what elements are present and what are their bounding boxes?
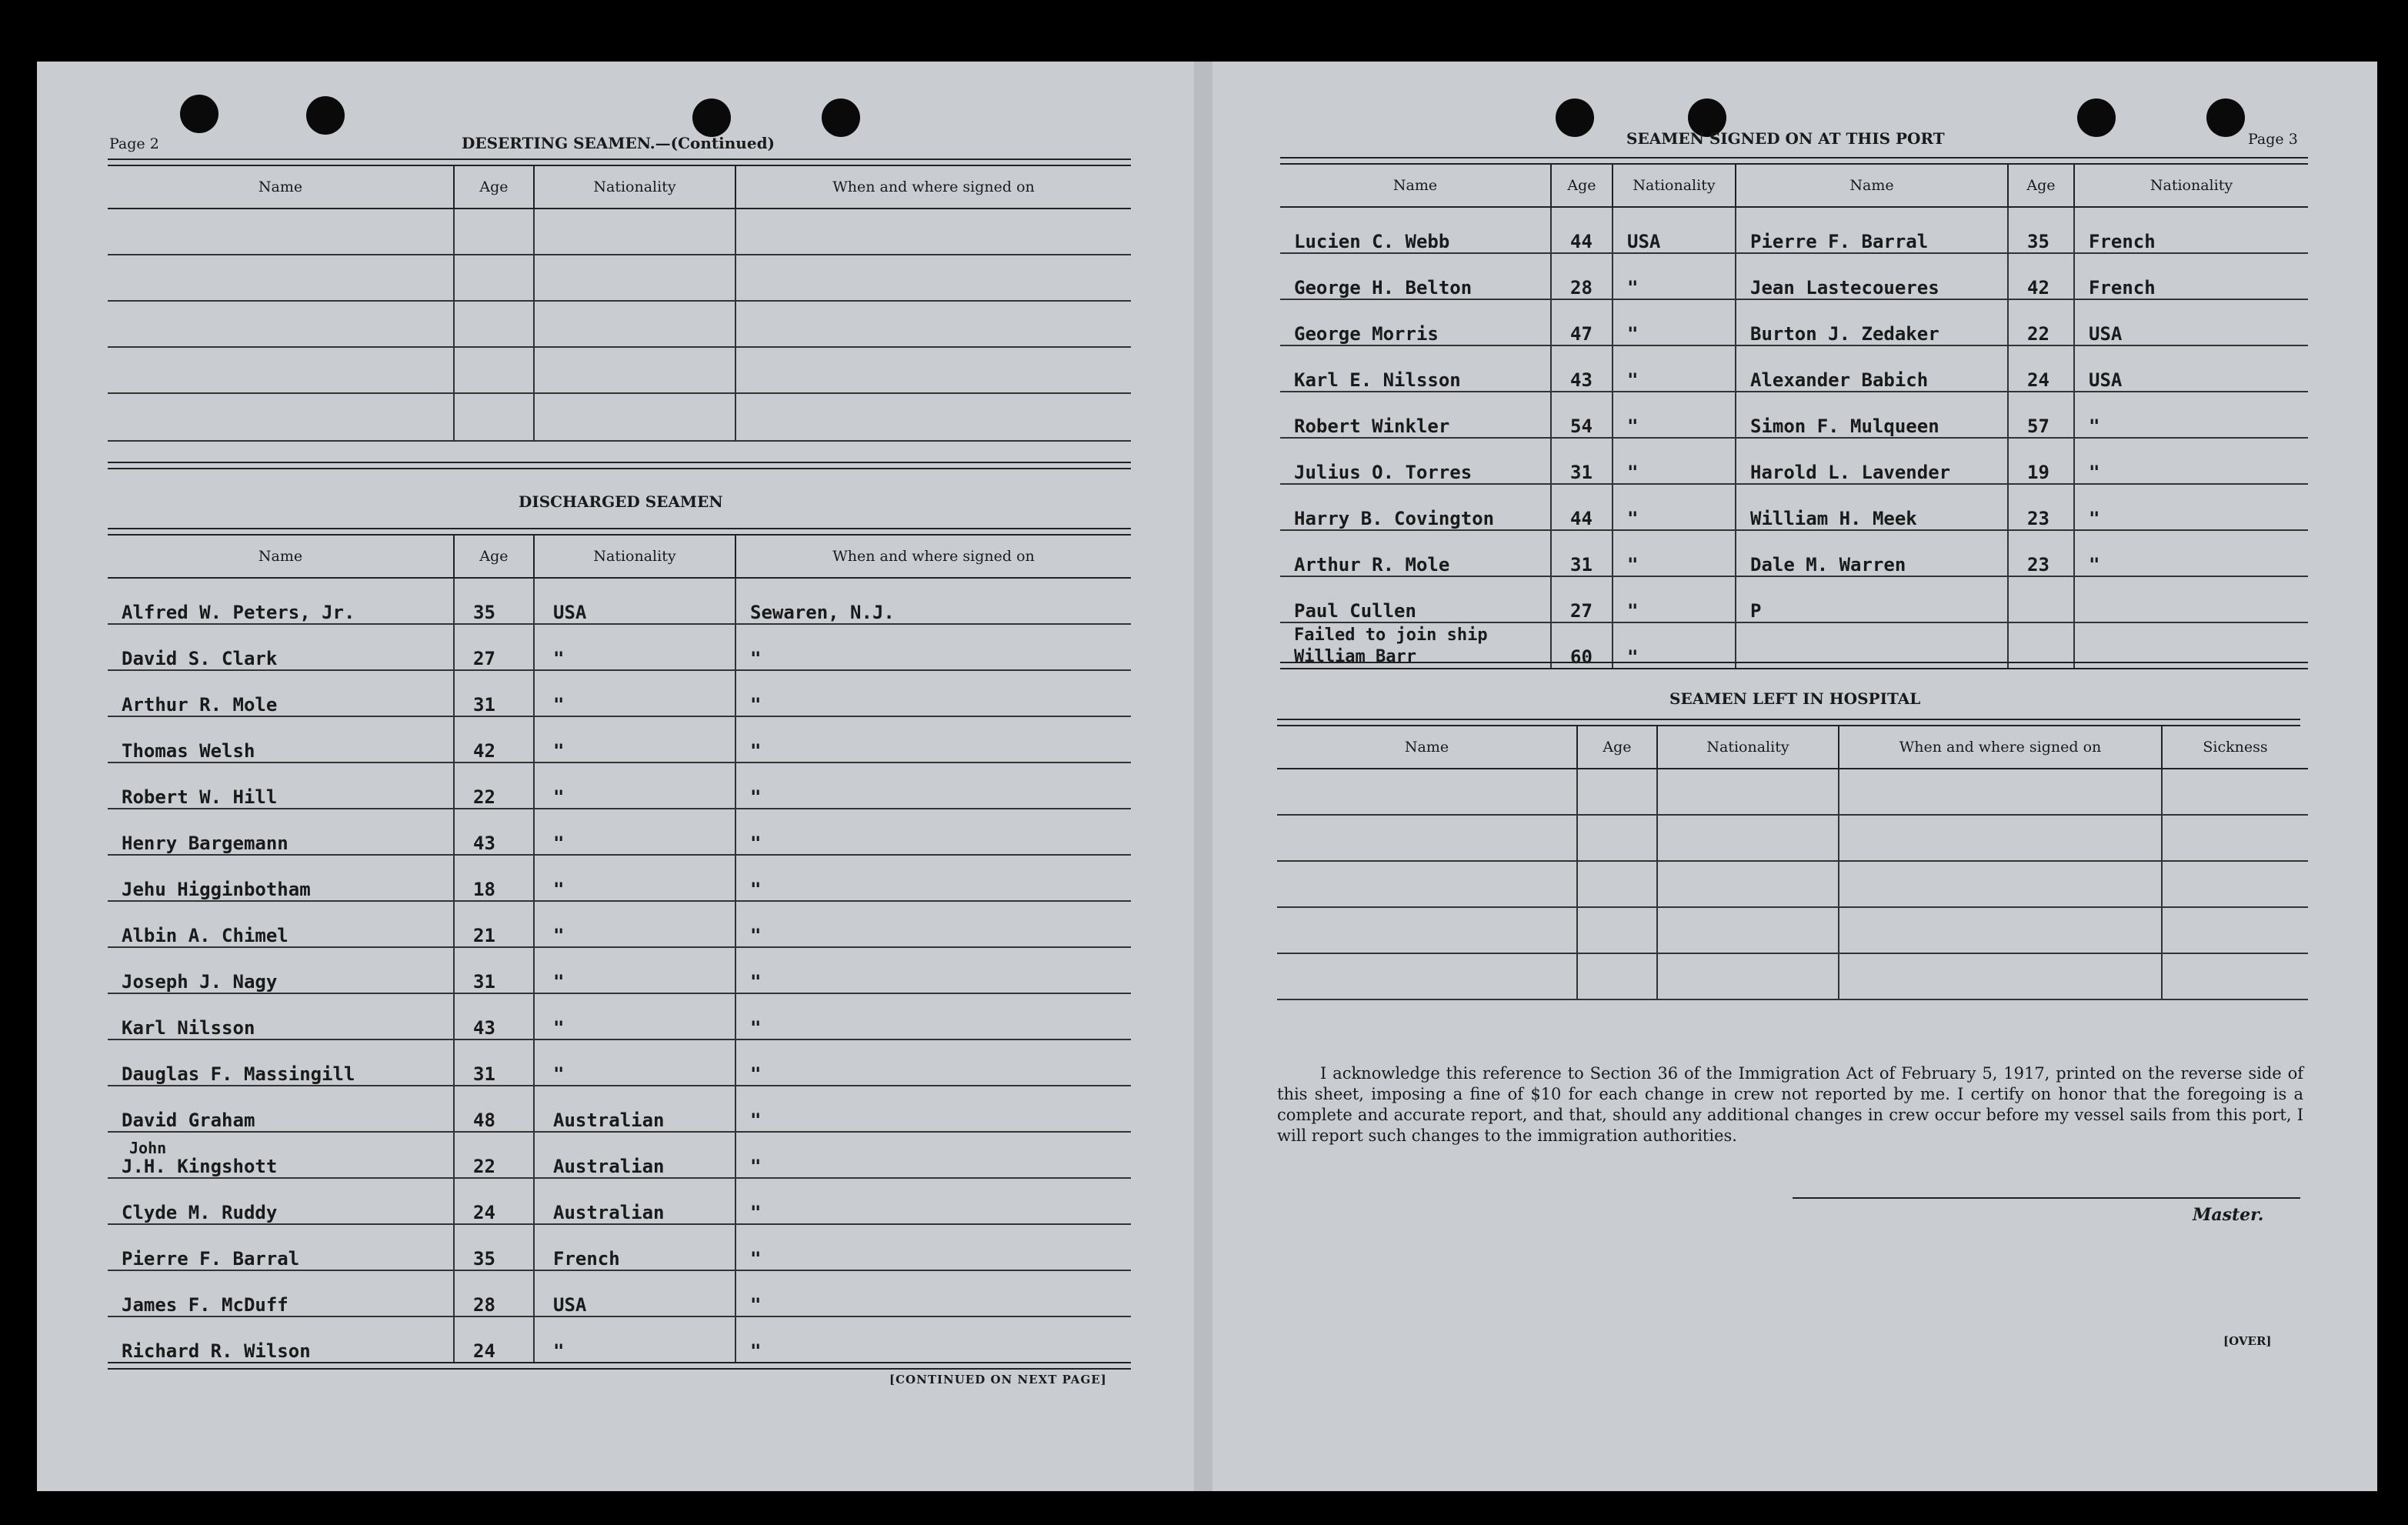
table-cell: 23 (2008, 530, 2074, 576)
col-header: When and where signed on (735, 536, 1131, 578)
table-cell: " (735, 809, 1131, 855)
table-cell: Thomas Welsh (108, 716, 454, 762)
col-header: Name (1736, 165, 2008, 207)
table-cell: 31 (1551, 530, 1613, 576)
table-cell: " (534, 624, 735, 670)
table-row (1277, 861, 2308, 907)
table-cell: 44 (1551, 207, 1613, 253)
table-cell: USA (1613, 207, 1736, 253)
table-cell: 42 (454, 716, 534, 762)
table-row (108, 1178, 1131, 1224)
table-cell: 31 (454, 947, 534, 993)
table-cell: USA (2074, 299, 2308, 345)
table-cell: " (735, 1316, 1131, 1363)
table-row (108, 809, 1131, 855)
table-cell: 18 (454, 855, 534, 901)
col-header: Age (1551, 165, 1613, 207)
table-cell: Julius O. Torres (1280, 438, 1551, 484)
punch-hole (1556, 98, 1594, 137)
table-cell: " (2074, 530, 2308, 576)
table-cell: " (735, 716, 1131, 762)
col-header: Sickness (2162, 726, 2308, 769)
table-cell: " (534, 809, 735, 855)
table-cell: Dauglas F. Massingill (108, 1039, 454, 1086)
rule (108, 1362, 1131, 1370)
table-cell (2074, 576, 2308, 622)
table-cell: " (735, 762, 1131, 809)
continued-note: [CONTINUED ON NEXT PAGE] (889, 1373, 1107, 1387)
rule (108, 462, 1131, 469)
table-row (108, 209, 1131, 255)
table-row (108, 670, 1131, 716)
table-cell: 35 (2008, 207, 2074, 253)
table-row (1280, 530, 2308, 576)
punch-hole (692, 98, 731, 137)
table-row (1280, 299, 2308, 345)
table-cell: 19 (2008, 438, 2074, 484)
table-row (108, 1086, 1131, 1132)
table-cell: Australian (534, 1086, 735, 1132)
table-cell: 43 (454, 993, 534, 1039)
table-row (108, 901, 1131, 947)
page-spine (1194, 62, 1212, 1491)
page-number: Page 2 (109, 135, 159, 152)
table-cell: Pierre F. Barral (1736, 207, 2008, 253)
col-header: Name (1280, 165, 1551, 207)
table-cell: 23 (2008, 484, 2074, 530)
table-cell: " (1613, 392, 1736, 438)
table-row (1277, 953, 2308, 999)
table-cell: James F. McDuff (108, 1270, 454, 1316)
table-cell: 22 (2008, 299, 2074, 345)
table-row (108, 1039, 1131, 1086)
col-header: Nationality (2074, 165, 2308, 207)
table-cell: Harry B. Covington (1280, 484, 1551, 530)
table-row (1277, 769, 2308, 815)
table-cell: Richard R. Wilson (108, 1316, 454, 1363)
table-cell: Pierre F. Barral (108, 1224, 454, 1270)
table-row (1280, 345, 2308, 392)
table-row (108, 301, 1131, 347)
table-cell: 27 (454, 624, 534, 670)
table-cell: Arthur R. Mole (108, 670, 454, 716)
table-cell: " (735, 1086, 1131, 1132)
table-cell: " (735, 670, 1131, 716)
col-header: When and where signed on (735, 166, 1131, 209)
table-cell: " (2074, 392, 2308, 438)
punch-hole (2077, 98, 2116, 137)
signed-table (1280, 165, 2308, 669)
punch-hole (306, 96, 345, 135)
table-cell: " (1613, 484, 1736, 530)
table-cell: Burton J. Zedaker (1736, 299, 2008, 345)
table-cell: William H. Meek (1736, 484, 2008, 530)
table-cell: " (534, 1316, 735, 1363)
table-cell: " (534, 993, 735, 1039)
table-cell: 28 (454, 1270, 534, 1316)
hospital-title: SEAMEN LEFT IN HOSPITAL (1669, 689, 1921, 708)
table-cell: " (735, 1224, 1131, 1270)
discharged-table (108, 536, 1131, 1363)
table-cell: George H. Belton (1280, 253, 1551, 299)
table-cell: " (735, 1039, 1131, 1086)
table-cell: Arthur R. Mole (1280, 530, 1551, 576)
table-row (108, 993, 1131, 1039)
table-cell: " (534, 670, 735, 716)
table-row (1277, 907, 2308, 953)
table-cell: Robert Winkler (1280, 392, 1551, 438)
table-cell: Karl E. Nilsson (1280, 345, 1551, 392)
table-cell: USA (534, 1270, 735, 1316)
table-row (108, 1270, 1131, 1316)
table-cell: 60 (1551, 622, 1613, 669)
table-row (1280, 392, 2308, 438)
table-cell: 47 (1551, 299, 1613, 345)
table-cell: 31 (454, 1039, 534, 1086)
page-number: Page 3 (2248, 131, 2298, 148)
deserting-title: DESERTING SEAMEN.—(Continued) (462, 134, 775, 152)
table-cell: 54 (1551, 392, 1613, 438)
table-cell: 24 (2008, 345, 2074, 392)
master-label: Master. (2193, 1205, 2264, 1225)
table-cell: David S. Clark (108, 624, 454, 670)
table-cell: Karl Nilsson (108, 993, 454, 1039)
col-header: Age (2008, 165, 2074, 207)
table-cell: Simon F. Mulqueen (1736, 392, 2008, 438)
table-cell: 21 (454, 901, 534, 947)
table-cell: Alexander Babich (1736, 345, 2008, 392)
table-row (108, 255, 1131, 301)
table-cell: " (534, 901, 735, 947)
table-row (108, 393, 1131, 441)
col-header: Nationality (534, 166, 735, 209)
table-row (108, 716, 1131, 762)
table-cell: Paul Cullen (1280, 576, 1551, 622)
rule (1280, 662, 2308, 669)
table-row (1280, 438, 2308, 484)
table-cell: " (1613, 576, 1736, 622)
table-cell: " (735, 993, 1131, 1039)
table-cell: " (534, 762, 735, 809)
rule (1280, 157, 2308, 165)
table-cell: Joseph J. Nagy (108, 947, 454, 993)
discharged-title: DISCHARGED SEAMEN (519, 492, 723, 511)
table-cell: " (1613, 299, 1736, 345)
table-cell: Jean Lastecoueres (1736, 253, 2008, 299)
table-row (1280, 576, 2308, 622)
table-cell: Harold L. Lavender (1736, 438, 2008, 484)
col-header: Nationality (1657, 726, 1839, 769)
table-row (1280, 484, 2308, 530)
table-cell: " (534, 855, 735, 901)
table-cell: Australian (534, 1178, 735, 1224)
table-cell: " (1613, 622, 1736, 669)
table-cell: " (735, 901, 1131, 947)
table-cell: 48 (454, 1086, 534, 1132)
table-cell: " (2074, 438, 2308, 484)
table-cell: Jehu Higginbotham (108, 855, 454, 901)
table-cell: " (1613, 345, 1736, 392)
table-cell: Albin A. Chimel (108, 901, 454, 947)
punch-hole (180, 95, 218, 133)
table-cell: French (534, 1224, 735, 1270)
table-cell: 57 (2008, 392, 2074, 438)
table-cell: Australian (534, 1132, 735, 1178)
table-cell: George Morris (1280, 299, 1551, 345)
table-cell: 43 (454, 809, 534, 855)
deserting-table (108, 166, 1131, 442)
table-row (108, 855, 1131, 901)
table-row (1280, 253, 2308, 299)
table-cell: J.H. Kingshott (108, 1132, 454, 1178)
table-cell: Alfred W. Peters, Jr. (108, 578, 454, 624)
table-row (108, 947, 1131, 993)
table-cell: Robert W. Hill (108, 762, 454, 809)
table-cell: 24 (454, 1316, 534, 1363)
punch-hole (822, 98, 860, 137)
table-cell: " (2074, 484, 2308, 530)
punch-hole (2206, 98, 2245, 137)
rule (108, 159, 1131, 166)
table-row (108, 1316, 1131, 1363)
col-header: Age (1577, 726, 1657, 769)
col-header: Age (454, 166, 534, 209)
table-cell: " (735, 1132, 1131, 1178)
table-cell: 31 (454, 670, 534, 716)
table-cell: 35 (454, 1224, 534, 1270)
table-cell: Lucien C. Webb (1280, 207, 1551, 253)
col-header: Name (1277, 726, 1577, 769)
table-cell: 31 (1551, 438, 1613, 484)
table-cell: French (2074, 207, 2308, 253)
table-cell: " (735, 624, 1131, 670)
table-cell (2008, 576, 2074, 622)
rule (1277, 719, 2300, 726)
table-row (108, 1132, 1131, 1178)
table-cell: 22 (454, 1132, 534, 1178)
table-cell: " (534, 1039, 735, 1086)
acknowledgement-text: I acknowledge this reference to Section 36 of the Immigration Act of February 5, 1917, printed on the reverse side of this sheet, imposing a fine of $10 for each change in crew not reported by me. I certify on honor that the foregoing is a complete and accurate report, and that, should any additional changes in crew occur before my vessel sails from this port, I will report such changes to the immigration authorities. (1277, 1064, 2303, 1145)
hospital-table (1277, 726, 2308, 1000)
table-cell: 22 (454, 762, 534, 809)
table-cell: 28 (1551, 253, 1613, 299)
signature-line (1793, 1197, 2300, 1199)
col-header: Age (454, 536, 534, 578)
table-cell: " (735, 855, 1131, 901)
failed-name: William Barr (1294, 647, 1416, 666)
table-row (1280, 207, 2308, 253)
signed-title: SEAMEN SIGNED ON AT THIS PORT (1626, 129, 1945, 148)
over-label: [OVER] (2223, 1334, 2272, 1348)
table-cell: " (1613, 253, 1736, 299)
table-row (108, 578, 1131, 624)
table-row (108, 1224, 1131, 1270)
table-cell: Dale M. Warren (1736, 530, 2008, 576)
table-row (108, 347, 1131, 393)
table-cell: " (1613, 438, 1736, 484)
table-cell: 24 (454, 1178, 534, 1224)
table-cell: French (2074, 253, 2308, 299)
table-cell: Clyde M. Ruddy (108, 1178, 454, 1224)
kingshott-note: John (129, 1139, 167, 1157)
table-cell: 44 (1551, 484, 1613, 530)
table-cell: P (1736, 576, 2008, 622)
failed-note: Failed to join ship (1294, 626, 1488, 645)
table-cell: 35 (454, 578, 534, 624)
table-cell: " (534, 947, 735, 993)
col-header: Nationality (534, 536, 735, 578)
col-header: Name (108, 536, 454, 578)
col-header: When and where signed on (1839, 726, 2162, 769)
table-cell: Sewaren, N.J. (735, 578, 1131, 624)
table-cell: 42 (2008, 253, 2074, 299)
table-cell: " (735, 1270, 1131, 1316)
table-cell: " (534, 716, 735, 762)
table-row (108, 624, 1131, 670)
table-row (1277, 815, 2308, 861)
table-cell: 27 (1551, 576, 1613, 622)
table-cell: 43 (1551, 345, 1613, 392)
table-cell: " (735, 947, 1131, 993)
table-cell: USA (534, 578, 735, 624)
table-cell: USA (2074, 345, 2308, 392)
table-cell: " (735, 1178, 1131, 1224)
col-header: Name (108, 166, 454, 209)
table-cell: " (1613, 530, 1736, 576)
rule (108, 528, 1131, 536)
table-row (108, 762, 1131, 809)
table-cell: Henry Bargemann (108, 809, 454, 855)
table-cell: David Graham (108, 1086, 454, 1132)
col-header: Nationality (1613, 165, 1736, 207)
